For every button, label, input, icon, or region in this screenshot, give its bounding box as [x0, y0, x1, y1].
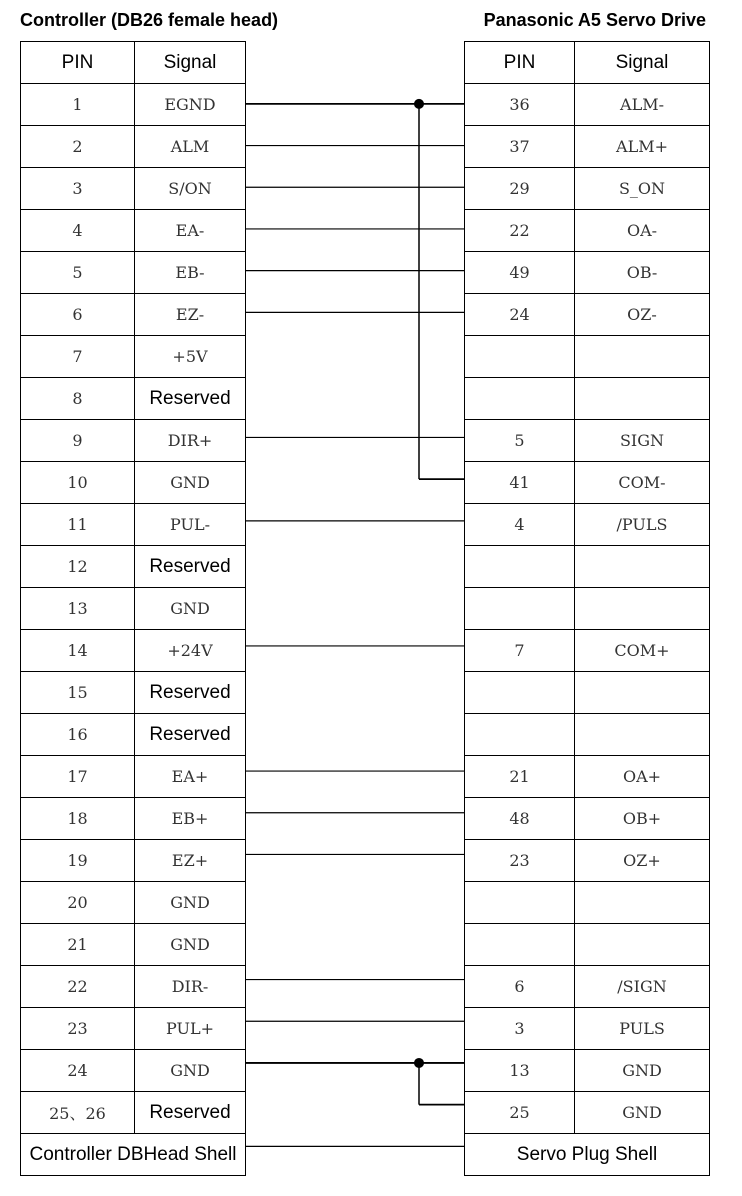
- servo-signal-cell: OZ+: [575, 840, 710, 882]
- controller-signal-cell: +5V: [135, 336, 246, 378]
- controller-signal-cell: EZ+: [135, 840, 246, 882]
- controller-signal-cell: GND: [135, 882, 246, 924]
- servo-signal-cell: ALM-: [575, 84, 710, 126]
- servo-drive-title: Panasonic A5 Servo Drive: [483, 10, 706, 30]
- controller-signal-cell: PUL-: [135, 504, 246, 546]
- controller-pin-cell: 2: [21, 126, 135, 168]
- servo-pin-cell: 21: [465, 756, 575, 798]
- controller-signal-cell: DIR+: [135, 420, 246, 462]
- controller-signal-cell: S/ON: [135, 168, 246, 210]
- controller-pin-cell: 1: [21, 84, 135, 126]
- controller-pin-cell: 20: [21, 882, 135, 924]
- controller-pin-cell: 4: [21, 210, 135, 252]
- servo-pin-cell: 3: [465, 1008, 575, 1050]
- controller-signal-cell: GND: [135, 588, 246, 630]
- controller-pin-cell: 18: [21, 798, 135, 840]
- controller-signal-cell: EZ-: [135, 294, 246, 336]
- servo-pin-cell: 25: [465, 1092, 575, 1134]
- servo-pin-cell: 49: [465, 252, 575, 294]
- controller-signal-cell: GND: [135, 462, 246, 504]
- servo-pin-cell: 5: [465, 420, 575, 462]
- controller-pin-cell: 24: [21, 1050, 135, 1092]
- controller-pin-cell: 6: [21, 294, 135, 336]
- servo-pin-cell: 37: [465, 126, 575, 168]
- controller-signal-cell: EB-: [135, 252, 246, 294]
- controller-pin-cell: 17: [21, 756, 135, 798]
- servo-pin-cell: 23: [465, 840, 575, 882]
- servo-signal-cell: OZ-: [575, 294, 710, 336]
- controller-signal-header: Signal: [135, 42, 246, 84]
- junction-dot: [414, 99, 424, 109]
- controller-signal-cell: Reserved: [135, 546, 246, 588]
- servo-shell-cell: Servo Plug Shell: [465, 1134, 710, 1176]
- controller-signal-cell: EB+: [135, 798, 246, 840]
- servo-signal-cell: OB+: [575, 798, 710, 840]
- servo-signal-cell: GND: [575, 1050, 710, 1092]
- controller-pin-cell: 10: [21, 462, 135, 504]
- controller-pin-cell: 8: [21, 378, 135, 420]
- controller-pin-cell: 5: [21, 252, 135, 294]
- servo-pin-header: PIN: [465, 42, 575, 84]
- controller-pin-cell: 9: [21, 420, 135, 462]
- controller-signal-cell: GND: [135, 924, 246, 966]
- controller-signal-cell: EA-: [135, 210, 246, 252]
- controller-pin-header: PIN: [21, 42, 135, 84]
- controller-signal-cell: EA+: [135, 756, 246, 798]
- servo-signal-cell: COM-: [575, 462, 710, 504]
- controller-signal-cell: EGND: [135, 84, 246, 126]
- servo-pin-cell: 48: [465, 798, 575, 840]
- servo-signal-cell: /PULS: [575, 504, 710, 546]
- controller-pin-cell: 16: [21, 714, 135, 756]
- controller-signal-cell: +24V: [135, 630, 246, 672]
- controller-signal-cell: Reserved: [135, 714, 246, 756]
- controller-pin-cell: 21: [21, 924, 135, 966]
- controller-pin-cell: 25、26: [21, 1092, 135, 1134]
- servo-signal-cell: S_ON: [575, 168, 710, 210]
- servo-signal-cell: COM+: [575, 630, 710, 672]
- controller-signal-cell: Reserved: [135, 378, 246, 420]
- servo-pin-cell: 4: [465, 504, 575, 546]
- servo-signal-cell: OB-: [575, 252, 710, 294]
- controller-pin-cell: 12: [21, 546, 135, 588]
- servo-pin-cell: 41: [465, 462, 575, 504]
- servo-pin-cell: 36: [465, 84, 575, 126]
- controller-pin-cell: 19: [21, 840, 135, 882]
- controller-pin-cell: 14: [21, 630, 135, 672]
- controller-title: Controller (DB26 female head): [20, 10, 279, 30]
- controller-signal-cell: PUL+: [135, 1008, 246, 1050]
- controller-pin-cell: 7: [21, 336, 135, 378]
- servo-signal-cell: /SIGN: [575, 966, 710, 1008]
- controller-signal-cell: GND: [135, 1050, 246, 1092]
- controller-pin-cell: 15: [21, 672, 135, 714]
- servo-signal-cell: OA+: [575, 756, 710, 798]
- controller-pin-cell: 3: [21, 168, 135, 210]
- servo-signal-cell: OA-: [575, 210, 710, 252]
- servo-pin-cell: 22: [465, 210, 575, 252]
- servo-signal-header: Signal: [575, 42, 710, 84]
- servo-signal-cell: GND: [575, 1092, 710, 1134]
- controller-pin-cell: 13: [21, 588, 135, 630]
- junction-dot: [414, 1058, 424, 1068]
- servo-pin-cell: 13: [465, 1050, 575, 1092]
- controller-shell-cell: Controller DBHead Shell: [21, 1134, 246, 1176]
- controller-pin-cell: 11: [21, 504, 135, 546]
- servo-signal-cell: ALM+: [575, 126, 710, 168]
- controller-signal-cell: DIR-: [135, 966, 246, 1008]
- controller-pin-cell: 23: [21, 1008, 135, 1050]
- servo-pin-cell: 24: [465, 294, 575, 336]
- controller-signal-cell: Reserved: [135, 672, 246, 714]
- servo-pin-cell: 29: [465, 168, 575, 210]
- servo-pin-cell: 6: [465, 966, 575, 1008]
- controller-pin-cell: 22: [21, 966, 135, 1008]
- controller-signal-cell: Reserved: [135, 1092, 246, 1134]
- servo-signal-cell: SIGN: [575, 420, 710, 462]
- servo-signal-cell: PULS: [575, 1008, 710, 1050]
- controller-signal-cell: ALM: [135, 126, 246, 168]
- servo-pin-cell: 7: [465, 630, 575, 672]
